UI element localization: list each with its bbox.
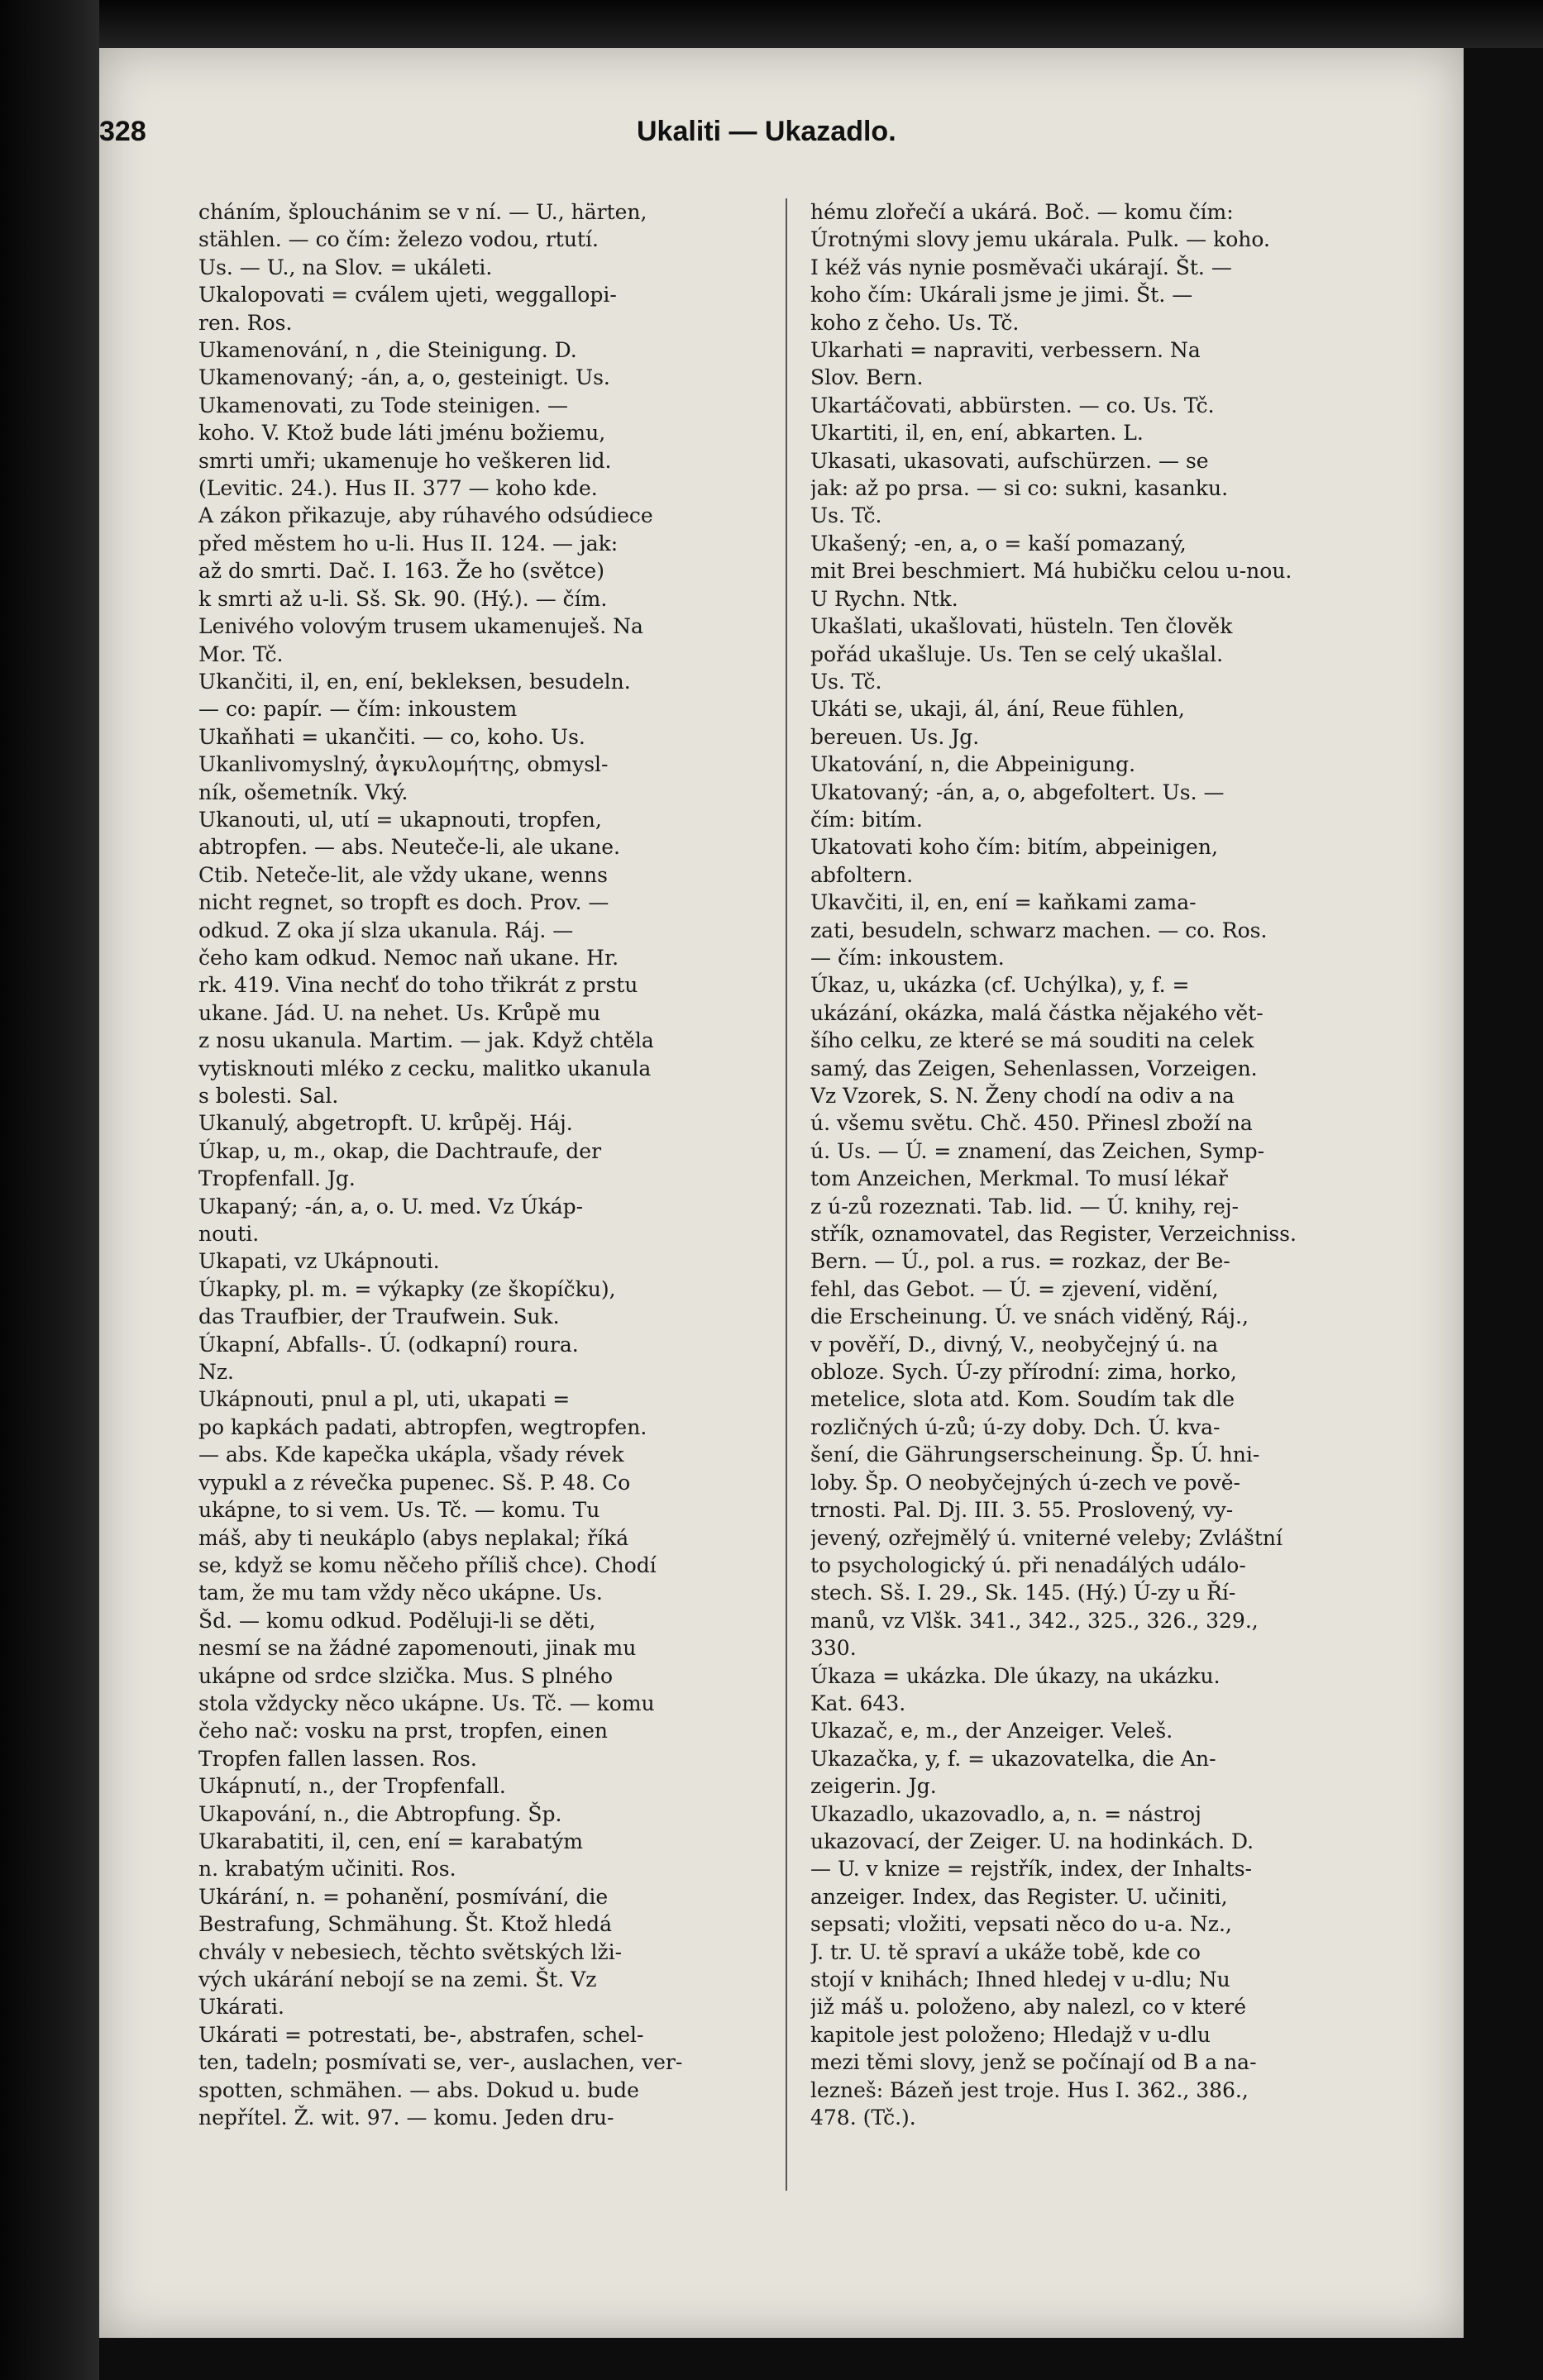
text-line: Ukamenování, n , die Steinigung. D. xyxy=(198,338,577,363)
text-line: nouti. xyxy=(198,1222,260,1247)
text-line: — U. v knize = rejstřík, index, der Inhalts- xyxy=(810,1857,1252,1882)
text-line: pořád ukašluje. Us. Ten se celý ukašlal. xyxy=(810,642,1224,666)
text-line: odkud. Z oka jí slza ukanula. Ráj. — xyxy=(198,918,574,942)
text-line: 478. (Tč.). xyxy=(810,2106,916,2130)
text-line: jevený, ozřejmělý ú. vniterné veleby; Zvláštní xyxy=(810,1525,1283,1550)
text-line: rozličných ú-zů; ú-zy doby. Dch. Ú. kva- xyxy=(810,1414,1221,1439)
text-line: nesmí se na žádné zapomenouti, jinak mu xyxy=(198,1636,637,1661)
text-line: samý, das Zeigen, Sehenlassen, Vorzeigen. xyxy=(810,1056,1258,1080)
text-line: koho z čeho. Us. Tč. xyxy=(810,310,1020,335)
text-line: kapitole jest položeno; Hledajž v u-dlu xyxy=(810,2022,1211,2047)
text-line: Ukazač, e, m., der Anzeiger. Veleš. xyxy=(810,1719,1173,1743)
text-line: ren. Ros. xyxy=(198,310,293,335)
text-line: ukápne, to si vem. Us. Tč. — komu. Tu xyxy=(198,1498,600,1523)
text-line: Us. Tč. xyxy=(810,669,882,694)
text-line: Ukaňhati = ukančiti. — co, koho. Us. xyxy=(198,724,585,749)
text-line: Tropfen fallen lassen. Ros. xyxy=(198,1746,477,1771)
text-line: tom Anzeichen, Merkmal. To musí lékař xyxy=(810,1166,1228,1191)
text-line: čím: bitím. xyxy=(810,807,923,832)
text-line: nepřítel. Ž. wit. 97. — komu. Jeden dru- xyxy=(198,2106,614,2130)
text-line: až do smrti. Dač. I. 163. Že ho (světce) xyxy=(198,559,604,584)
text-line: Úkapky, pl. m. = výkapky (ze škopíčku), xyxy=(198,1276,616,1301)
text-line: šího celku, ze které se má souditi na celek xyxy=(810,1028,1254,1053)
text-line: čeho kam odkud. Nemoc naň ukane. Hr. xyxy=(198,945,619,970)
text-line: Bern. — Ú., pol. a rus. = rozkaz, der Be- xyxy=(810,1249,1230,1274)
text-line: — co: papír. — čím: inkoustem xyxy=(198,697,518,722)
text-line: Ukanouti, ul, utí = ukapnouti, tropfen, xyxy=(198,807,602,832)
text-line: rk. 419. Vina nechť do toho třikrát z prstu xyxy=(198,973,638,998)
text-line: J. tr. U. tě spraví a ukáže tobě, kde co xyxy=(810,1939,1201,1964)
text-line: to psychologický ú. při nenadálých událo- xyxy=(810,1552,1246,1577)
text-line: 330. xyxy=(810,1636,857,1661)
text-line: střík, oznamovatel, das Register, Verzeichniss. xyxy=(810,1222,1297,1247)
text-line: abfoltern. xyxy=(810,862,914,887)
text-line: ukane. Jád. U. na nehet. Us. Krůpě mu xyxy=(198,1000,601,1025)
text-line: Ukanlivomyslný, ἀγκυλομήτης, obmysl- xyxy=(198,752,609,777)
scan-border-top xyxy=(0,0,1543,48)
text-line: Tropfenfall. Jg. xyxy=(198,1166,356,1191)
text-line: Ukáti se, ukaji, ál, ání, Reue fühlen, xyxy=(810,697,1185,722)
text-line: čeho nač: vosku na prst, tropfen, einen xyxy=(198,1719,609,1743)
right-column xyxy=(810,198,1397,2131)
text-line: Bestrafung, Schmähung. Št. Ktož hledá xyxy=(198,1912,613,1937)
text-line: již máš u. položeno, aby nalezl, co v které xyxy=(810,1995,1247,2020)
text-line: Ukapaný; -án, a, o. U. med. Vz Úkáp- xyxy=(198,1194,584,1219)
text-line: zeigerin. Jg. xyxy=(810,1774,937,1799)
text-line: s bolesti. Sal. xyxy=(198,1084,339,1108)
text-line: Ukárání, n. = pohanění, posmívání, die xyxy=(198,1884,609,1909)
text-line: stojí v knihách; Ihned hledej v u-dlu; Nu xyxy=(810,1967,1230,1991)
text-line: Kat. 643. xyxy=(810,1691,906,1715)
text-line: Ukartiti, il, en, ení, abkarten. L. xyxy=(810,421,1144,446)
text-line: Ukatování, n, die Abpeinigung. xyxy=(810,752,1136,777)
text-line: fehl, das Gebot. — Ú. = zjevení, vidění, xyxy=(810,1276,1219,1301)
text-line: mit Brei beschmiert. Má hubičku celou u-nou. xyxy=(810,559,1292,584)
text-line: tam, že mu tam vždy něco ukápne. Us. xyxy=(198,1581,603,1605)
text-line: Us. — U., na Slov. = ukáleti. xyxy=(198,255,493,279)
text-line: Vz Vzorek, S. N. Ženy chodí na odiv a na xyxy=(810,1084,1235,1108)
text-line: Ukamenovaný; -án, a, o, gesteinigt. Us. xyxy=(198,365,610,390)
text-line: šení, die Gährungserscheinung. Šp. Ú. hni- xyxy=(810,1443,1260,1467)
text-line: po kapkách padati, abtropfen, wegtropfen. xyxy=(198,1414,647,1439)
text-line: Ukatovaný; -án, a, o, abgefoltert. Us. — xyxy=(810,780,1225,804)
text-line: koho čím: Ukárali jsme je jimi. Št. — xyxy=(810,283,1193,308)
text-line: hému zlořečí a ukárá. Boč. — komu čím: xyxy=(810,200,1234,224)
text-line: Ukašlati, ukašlovati, hüsteln. Ten člověk xyxy=(810,614,1233,639)
text-line: nicht regnet, so tropft es doch. Prov. — xyxy=(198,890,609,915)
text-line: smrti umři; ukamenuje ho veškeren lid. xyxy=(198,448,612,473)
text-line: Ctib. Neteče-lit, ale vždy ukane, wenns xyxy=(198,862,608,887)
text-line: před městem ho u-li. Hus II. 124. — jak: xyxy=(198,531,619,556)
text-line: ú. všemu světu. Chč. 450. Přinesl zboží na xyxy=(810,1111,1253,1136)
text-line: A zákon přikazuje, aby rúhavého odsúdiece xyxy=(198,503,653,528)
text-line: Ukamenovati, zu Tode steinigen. — xyxy=(198,393,569,417)
text-line: (Levitic. 24.). Hus II. 377 — koho kde. xyxy=(198,476,598,501)
text-line: ukázání, okázka, malá částka nějakého vět- xyxy=(810,1000,1264,1025)
text-line: Ukapati, vz Ukápnouti. xyxy=(198,1249,440,1274)
text-line: ú. Us. — Ú. = znamení, das Zeichen, Symp- xyxy=(810,1138,1265,1163)
text-line: sepsati; vložiti, vepsati něco do u-a. Nz., xyxy=(810,1912,1232,1937)
text-line: U Rychn. Ntk. xyxy=(810,586,958,611)
text-line: Nz. xyxy=(198,1360,234,1385)
text-line: Ukápnouti, pnul a pl, uti, ukapati = xyxy=(198,1387,571,1412)
text-line: Úrotnými slovy jemu ukárala. Pulk. — koho. xyxy=(810,227,1270,252)
text-line: ukazovací, der Zeiger. U. na hodinkách. D. xyxy=(810,1829,1254,1853)
text-line: anzeiger. Index, das Register. U. učiniti, xyxy=(810,1884,1228,1909)
text-line: Ukartáčovati, abbürsten. — co. Us. Tč. xyxy=(810,393,1215,417)
text-line: vypukl a z révečka pupenec. Sš. P. 48. Co xyxy=(198,1470,631,1495)
text-line: ten, tadeln; posmívati se, ver-, auslachen, ver- xyxy=(198,2050,683,2075)
text-line: Ukasati, ukasovati, aufschürzen. — se xyxy=(810,448,1209,473)
text-line: koho. V. Ktož bude láti jménu božiemu, xyxy=(198,421,606,446)
column-divider xyxy=(786,198,787,2191)
text-line: jak: až po prsa. — si co: sukni, kasanku. xyxy=(810,476,1229,501)
text-line: Ukalopovati = cválem ujeti, weggallopi- xyxy=(198,283,617,308)
text-line: Lenivého volovým trusem ukamenuješ. Na xyxy=(198,614,643,639)
text-line: Ukárati = potrestati, be-, abstrafen, schel- xyxy=(198,2022,644,2047)
text-line: Ukančiti, il, en, ení, bekleksen, besudeln. xyxy=(198,669,631,694)
text-line: Ukapování, n., die Abtropfung. Šp. xyxy=(198,1801,562,1826)
running-title: Ukaliti — Ukazadlo. xyxy=(637,116,896,147)
text-line: stählen. — co čím: železo vodou, rtutí. xyxy=(198,227,599,252)
text-line: k smrti až u-li. Sš. Sk. 90. (Hý.). — čím. xyxy=(198,586,608,611)
text-line: Šd. — komu odkud. Poděluji-li se děti, xyxy=(198,1608,596,1633)
text-line: spotten, schmähen. — abs. Dokud u. bude xyxy=(198,2077,639,2102)
text-line: I kéž vás nynie posměvači ukárají. Št. — xyxy=(810,255,1232,279)
text-line: máš, aby ti neukáplo (abys neplakal; říká xyxy=(198,1525,629,1550)
text-line: Ukarabatiti, il, cen, ení = karabatým xyxy=(198,1829,583,1853)
text-line: ník, ošemetník. Vký. xyxy=(198,780,408,804)
text-line: die Erscheinung. Ú. ve snách viděný, Ráj., xyxy=(810,1304,1249,1329)
scan-border-left xyxy=(0,0,99,2380)
text-line: trnosti. Pal. Dj. III. 3. 55. Proslovený, vy- xyxy=(810,1498,1234,1523)
text-line: vytisknouti mléko z cecku, malitko ukanula xyxy=(198,1056,652,1080)
text-line: Us. Tč. xyxy=(810,503,882,528)
text-line: Ukárati. xyxy=(198,1995,284,2020)
text-line: das Traufbier, der Traufwein. Suk. xyxy=(198,1304,560,1329)
text-line: Úkaz, u, ukázka (cf. Uchýlka), y, f. = xyxy=(810,973,1190,998)
text-line: z nosu ukanula. Martim. — jak. Když chtěla xyxy=(198,1028,654,1053)
text-line: Ukatovati koho čím: bitím, abpeinigen, xyxy=(810,835,1218,860)
text-line: n. krabatým učiniti. Ros. xyxy=(198,1857,456,1882)
text-line: Ukazačka, y, f. = ukazovatelka, die An- xyxy=(810,1746,1216,1771)
text-line: stola vždycky něco ukápne. Us. Tč. — komu xyxy=(198,1691,655,1715)
text-line: Ukanulý, abgetropft. U. krůpěj. Háj. xyxy=(198,1111,573,1136)
text-line: Mor. Tč. xyxy=(198,642,284,666)
text-line: — čím: inkoustem. xyxy=(810,945,1005,970)
text-line: mezi těmi slovy, jenž se počínají od B a na- xyxy=(810,2050,1257,2075)
left-column xyxy=(198,198,786,2131)
text-line: ukápne od srdce slzička. Mus. S plného xyxy=(198,1663,614,1688)
text-line: manů, vz Vlšk. 341., 342., 325., 326., 329., xyxy=(810,1608,1259,1633)
text-line: Úkaza = ukázka. Dle úkazy, na ukázku. xyxy=(810,1663,1221,1688)
text-line: Ukavčiti, il, en, ení = kaňkami zama- xyxy=(810,890,1197,915)
text-line: loby. Šp. O neobyčejných ú-zech ve pově- xyxy=(810,1470,1240,1495)
text-line: stech. Sš. I. 29., Sk. 145. (Hý.) Ú-zy u Ří- xyxy=(810,1581,1236,1605)
page-number: 328 xyxy=(99,116,146,147)
text-line: zati, besudeln, schwarz machen. — co. Ros. xyxy=(810,918,1268,942)
text-line: Ukápnutí, n., der Tropfenfall. xyxy=(198,1774,506,1799)
text-line: cháním, šplouchánim se v ní. — U., härten, xyxy=(198,200,647,224)
text-line: obloze. Sych. Ú-zy přírodní: zima, horko, xyxy=(810,1360,1237,1385)
text-line: abtropfen. — abs. Neuteče-li, ale ukane. xyxy=(198,835,620,860)
text-line: lezneš: Bázeň jest troje. Hus I. 362., 386., xyxy=(810,2077,1249,2102)
text-line: se, když se komu něčeho příliš chce). Chodí xyxy=(198,1552,657,1577)
text-line: bereuen. Us. Jg. xyxy=(810,724,980,749)
text-line: Ukazadlo, ukazovadlo, a, n. = nástroj xyxy=(810,1801,1201,1826)
text-line: chvály v nebesiech, těchto světských lži- xyxy=(198,1939,623,1964)
text-line: Úkapní, Abfalls-. Ú. (odkapní) roura. xyxy=(198,1332,579,1357)
text-line: Slov. Bern. xyxy=(810,365,924,390)
text-line: Úkap, u, m., okap, die Dachtraufe, der xyxy=(198,1138,602,1163)
text-line: z ú-zů rozeznati. Tab. lid. — Ú. knihy, rej- xyxy=(810,1194,1239,1219)
text-line: Ukarhati = napraviti, verbessern. Na xyxy=(810,338,1201,363)
text-line: metelice, slota atd. Kom. Soudím tak dle xyxy=(810,1387,1235,1412)
text-line: — abs. Kde kapečka ukápla, všady révek xyxy=(198,1443,624,1467)
text-line: v pověří, D., divný, V., neobyčejný ú. na xyxy=(810,1332,1219,1357)
text-line: vých ukárání nebojí se na zemi. Št. Vz xyxy=(198,1967,597,1991)
text-line: Ukašený; -en, a, o = kaší pomazaný, xyxy=(810,531,1187,556)
